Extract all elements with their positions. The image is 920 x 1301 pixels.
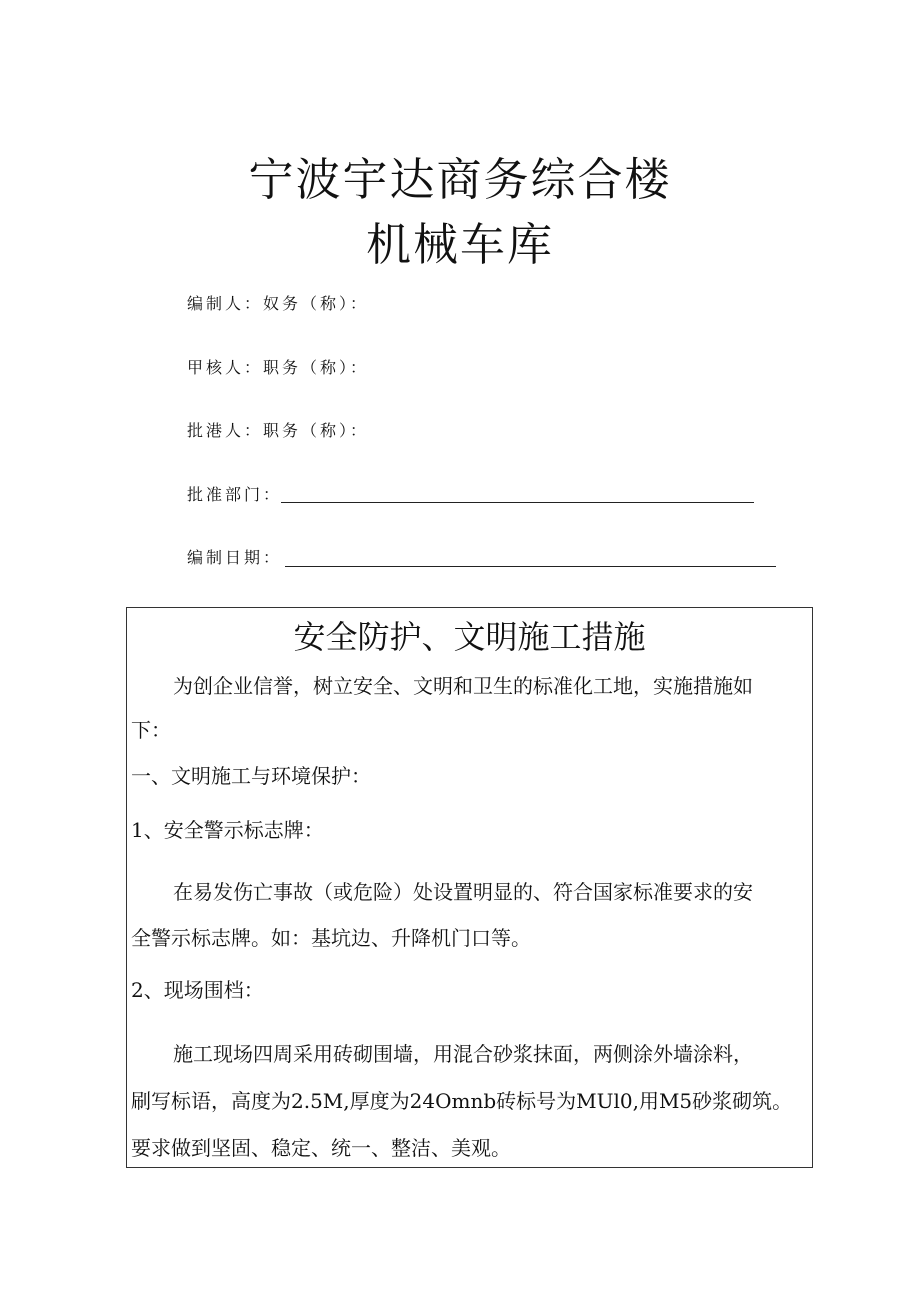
intro-paragraph-line: 为创企业信誉，树立安全、文明和卫生的标准化工地，实施措施如 (173, 674, 753, 698)
item-2-paragraph-line: 要求做到坚固、稳定、统一、整洁、美观。 (131, 1136, 511, 1160)
item-1-title: 1、安全警示标志牌： (131, 818, 324, 842)
item-2-paragraph-line: 施工现场四周采用砖砌围墙，用混合砂浆抹面，两侧涂外墙涂料， (173, 1042, 753, 1066)
approver-field-label: 批港人：职务（称）： (187, 421, 370, 440)
compile-date-label: 编制日期： (187, 548, 283, 567)
reviewer-field-label: 甲核人：职务（称）： (187, 358, 370, 377)
item-1-paragraph-line: 全警示标志牌。如：基坑边、升降机门口等。 (131, 926, 531, 950)
safety-measures-box (126, 607, 813, 1168)
item-2-paragraph-line: 刷写标语，高度为2.5M,厚度为24Omnb砖标号为MUl0,用M5砂浆砌筑。 (131, 1089, 793, 1113)
subheading-civilized-construction: 一、文明施工与环境保护： (131, 764, 371, 788)
item-1-paragraph-line: 在易发伤亡事故（或危险）处设置明显的、符合国家标准要求的安 (173, 880, 753, 904)
approval-department-blank-line (281, 502, 754, 503)
compile-date-blank-line (285, 566, 776, 567)
compiler-field-label: 编制人：奴务（称）： (187, 294, 370, 313)
intro-paragraph-line: 下： (131, 718, 171, 742)
approval-department-label: 批准部门： (187, 485, 283, 504)
item-2-title: 2、现场围档： (131, 978, 264, 1002)
section-heading: 安全防护、文明施工措施 (293, 618, 646, 656)
document-subtitle: 机械车库 (365, 218, 554, 271)
document-title: 宁波宇达商务综合楼 (248, 153, 672, 206)
